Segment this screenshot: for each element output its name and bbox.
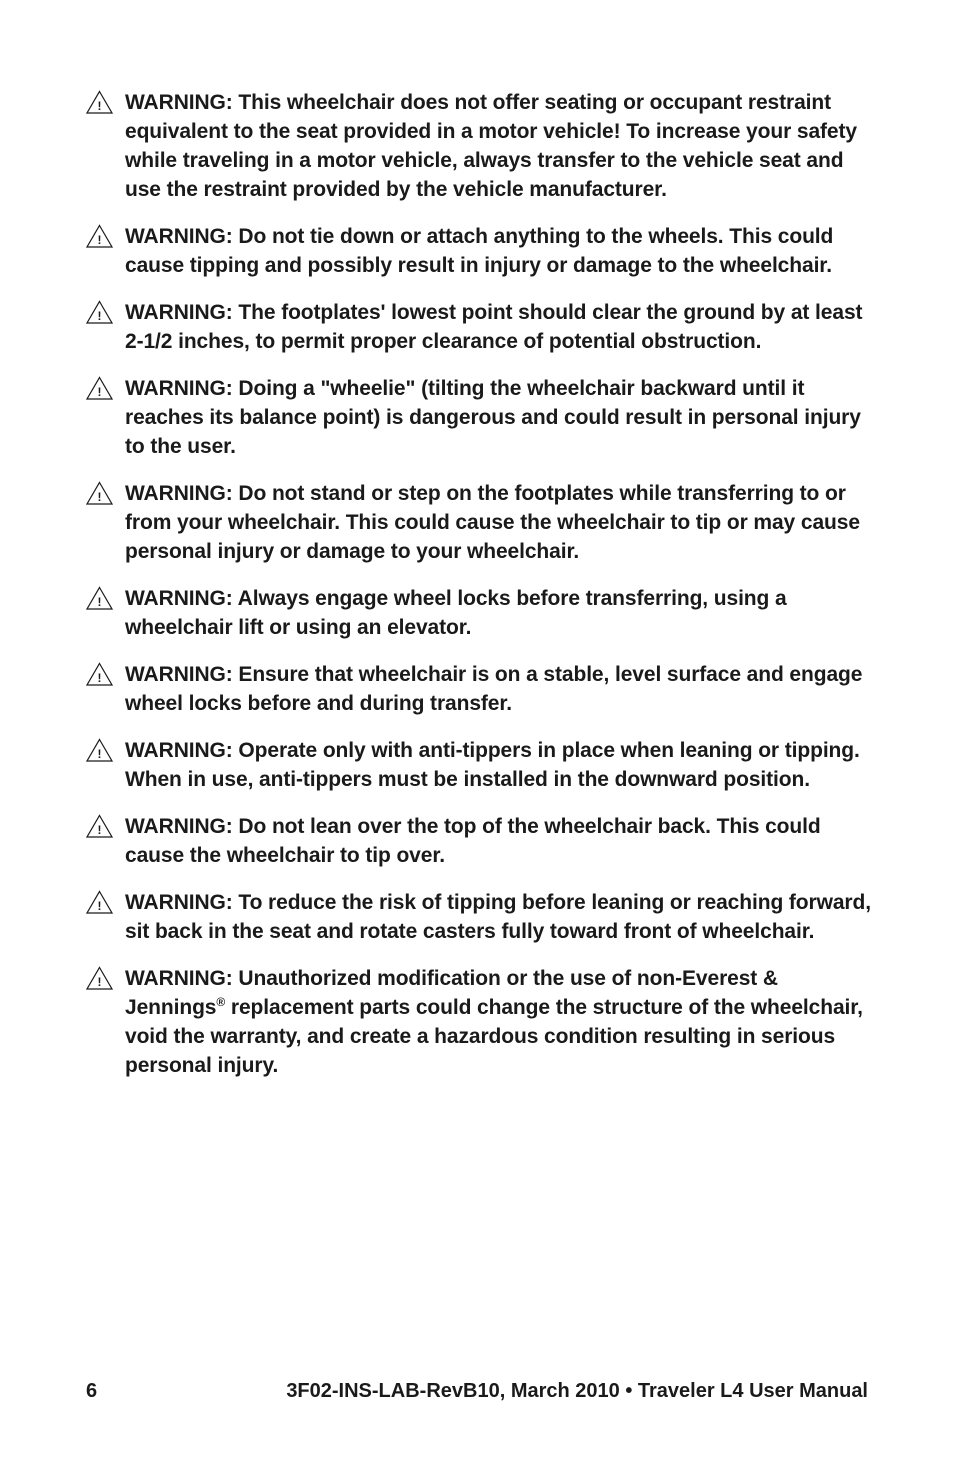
warning-text: WARNING: Do not lean over the top of the wheelchair back. This could cause the wheelchair to tip over.: [125, 815, 821, 867]
document-reference: 3F02-INS-LAB-RevB10, March 2010 • Traveler L4 User Manual: [286, 1380, 868, 1402]
svg-text:!: !: [97, 490, 102, 504]
svg-text:!: !: [97, 595, 102, 609]
svg-text:!: !: [97, 99, 102, 113]
warning-text-after: replacement parts could change the structure of the wheelchair, void the warranty, and create a hazardous condition resulting in serious personal injury.: [125, 996, 863, 1077]
svg-text:!: !: [97, 823, 102, 837]
svg-text:!: !: [97, 385, 102, 399]
warning-triangle-icon: [86, 814, 113, 838]
warning-text: [125, 964, 876, 1080]
warnings-list: [86, 88, 876, 1098]
warning-triangle-icon: [86, 224, 113, 248]
warning-item: [86, 964, 876, 1080]
warning-item: [86, 479, 876, 566]
svg-text:!: !: [97, 309, 102, 323]
warning-item: [86, 888, 876, 946]
warning-text: WARNING: This wheelchair does not offer seating or occupant restraint equivalent to the seat provided in a motor vehicle! To increase your safety while traveling in a motor vehicle, always transfer to the vehicle seat and use the restraint provided by the vehicle manufacturer.: [125, 91, 857, 201]
warning-triangle-icon: [86, 586, 113, 610]
warning-item: [86, 736, 876, 794]
warning-triangle-icon: [86, 300, 113, 324]
svg-text:!: !: [97, 671, 102, 685]
warning-triangle-icon: [86, 662, 113, 686]
warning-text: WARNING: Do not tie down or attach anything to the wheels. This could cause tipping and possibly result in injury or damage to the wheelchair.: [125, 225, 834, 277]
svg-text:!: !: [97, 975, 102, 989]
registered-mark: ®: [216, 995, 226, 1009]
warning-triangle-icon: [86, 90, 113, 114]
warning-text: WARNING: Always engage wheel locks before transferring, using a wheelchair lift or using an elevator.: [125, 587, 787, 639]
svg-text:!: !: [97, 747, 102, 761]
warning-text: WARNING: To reduce the risk of tipping before leaning or reaching forward, sit back in the seat and rotate casters fully toward front of wheelchair.: [125, 891, 871, 943]
warning-item: [86, 374, 876, 461]
warning-triangle-icon: [86, 738, 113, 762]
warning-text: WARNING: Do not stand or step on the footplates while transferring to or from your wheelchair. This could cause the wheelchair to tip or may cause personal injury or damage to your wheelchair.: [125, 482, 860, 563]
warning-item: [86, 584, 876, 642]
page-number: 6: [86, 1380, 98, 1402]
warning-item: [86, 222, 876, 280]
svg-text:!: !: [97, 233, 102, 247]
warning-item: [86, 88, 876, 204]
warning-triangle-icon: [86, 890, 113, 914]
svg-text:!: !: [97, 899, 102, 913]
warning-item: [86, 298, 876, 356]
warning-triangle-icon: [86, 481, 113, 505]
warning-text: WARNING: The footplates' lowest point should clear the ground by at least 2-1/2 inches, to permit proper clearance of potential obstruction.: [125, 301, 863, 353]
warning-triangle-icon: [86, 376, 113, 400]
warning-item: [86, 660, 876, 718]
warning-text-before: WARNING: Unauthorized modification or the use of non-Everest & Jennings: [125, 967, 778, 1019]
warning-text: WARNING: Operate only with anti-tippers in place when leaning or tipping. When in use, anti-tippers must be installed in the downward position.: [125, 739, 860, 791]
warning-item: [86, 812, 876, 870]
warning-text: WARNING: Doing a "wheelie" (tilting the wheelchair backward until it reaches its balance point) is dangerous and could result in personal injury to the user.: [125, 377, 861, 458]
warning-text: WARNING: Ensure that wheelchair is on a stable, level surface and engage wheel locks before and during transfer.: [125, 663, 863, 715]
warning-triangle-icon: [86, 966, 113, 990]
